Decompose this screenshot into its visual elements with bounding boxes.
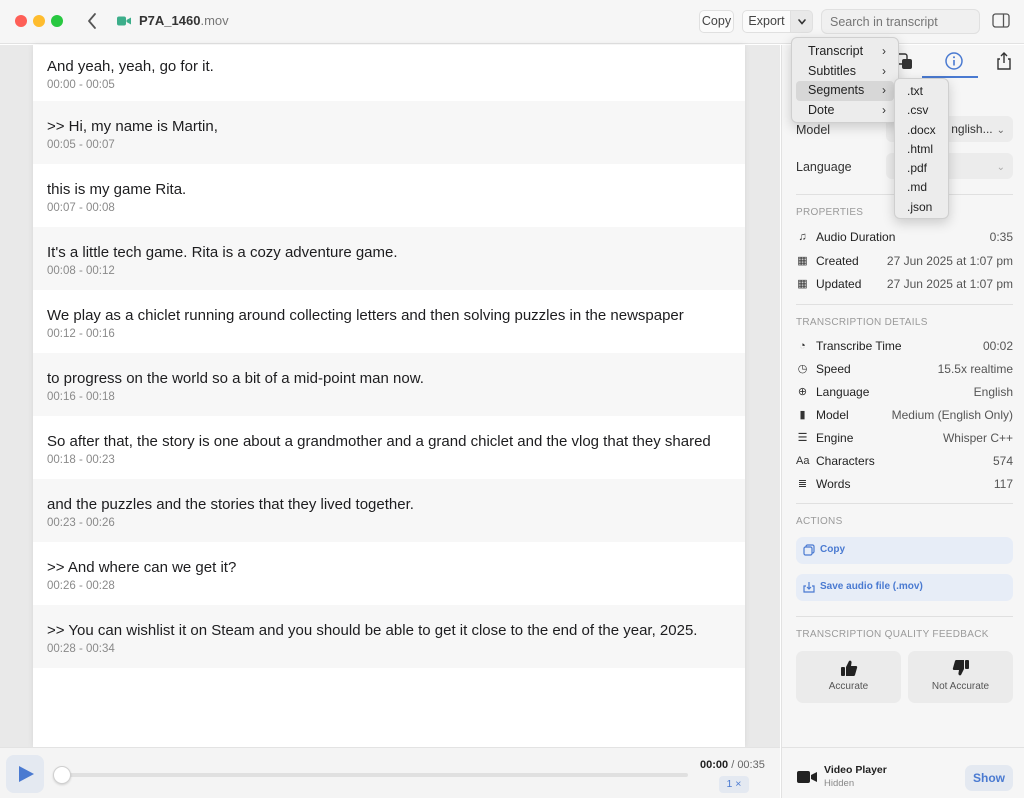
format-txt[interactable]: .txt bbox=[907, 84, 924, 98]
segment-item[interactable] bbox=[33, 353, 745, 416]
export-button[interactable]: Export bbox=[742, 10, 791, 33]
text-size-icon: Aa bbox=[796, 455, 810, 467]
property-label: Created bbox=[816, 254, 859, 268]
sidebar-toggle-icon[interactable] bbox=[992, 13, 1010, 28]
format-docx[interactable]: .docx bbox=[907, 122, 936, 137]
detail-row bbox=[796, 361, 1013, 379]
speedometer-icon: ◷ bbox=[797, 363, 808, 375]
accurate-label: Accurate bbox=[828, 681, 869, 692]
detail-label: Transcribe Time bbox=[816, 339, 902, 353]
segment-item[interactable] bbox=[33, 101, 745, 164]
segment-item[interactable] bbox=[33, 164, 745, 227]
segment-time: 00:00 - 00:05 bbox=[47, 79, 115, 91]
chevron-down-icon: ⌄ bbox=[996, 162, 1005, 173]
model-select-value: nglish... bbox=[951, 122, 993, 136]
thumbs-down-icon bbox=[952, 659, 970, 677]
accurate-feedback-button[interactable] bbox=[796, 651, 901, 703]
segment-item[interactable] bbox=[33, 227, 745, 290]
back-button[interactable] bbox=[84, 11, 100, 31]
not-accurate-feedback-button[interactable] bbox=[908, 651, 1013, 703]
segment-time: 00:08 - 00:12 bbox=[47, 265, 115, 277]
video-player-bar bbox=[782, 747, 1024, 798]
export-dropdown-button[interactable] bbox=[790, 10, 813, 33]
minimize-window-button[interactable] bbox=[33, 15, 45, 27]
actions-title: ACTIONS bbox=[796, 516, 843, 527]
property-value: 0:35 bbox=[989, 230, 1013, 244]
segment-text: >> Hi, my name is Martin, bbox=[47, 118, 218, 135]
detail-value: 117 bbox=[993, 477, 1013, 491]
progress-knob[interactable] bbox=[53, 766, 71, 784]
segment-time: 00:28 - 00:34 bbox=[47, 643, 115, 655]
property-row bbox=[796, 253, 1013, 271]
thumbs-up-icon bbox=[840, 659, 858, 677]
detail-row bbox=[796, 407, 1013, 425]
total-time: 00:35 bbox=[737, 759, 765, 771]
property-label: Updated bbox=[816, 277, 862, 291]
detail-label: Language bbox=[816, 385, 870, 399]
segment-text: It's a little tech game. Rita is a cozy adventure game. bbox=[47, 244, 398, 261]
export-menu bbox=[791, 37, 899, 123]
segment-item[interactable] bbox=[33, 542, 745, 605]
menu-item-label: Transcript bbox=[808, 44, 864, 58]
calendar-icon: ▦ bbox=[797, 278, 808, 290]
copy-action-button[interactable] bbox=[796, 537, 1013, 564]
property-value: 27 Jun 2025 at 1:07 pm bbox=[886, 277, 1013, 291]
segment-item[interactable] bbox=[33, 605, 745, 668]
detail-value: 15.5x realtime bbox=[937, 362, 1013, 376]
time-readout bbox=[700, 759, 765, 771]
progress-track[interactable] bbox=[58, 773, 688, 777]
segment-time: 00:12 - 00:16 bbox=[47, 328, 115, 340]
save-audio-label: Save audio file (.mov) bbox=[820, 581, 923, 592]
chevron-down-icon bbox=[797, 18, 807, 26]
not-accurate-label: Not Accurate bbox=[931, 681, 990, 692]
chevron-down-icon: ⌄ bbox=[996, 125, 1005, 136]
menu-item-label: Segments bbox=[808, 83, 865, 97]
segment-time: 00:18 - 00:23 bbox=[47, 454, 115, 466]
segments-format-menu bbox=[894, 78, 949, 219]
format-pdf[interactable]: .pdf bbox=[907, 161, 928, 176]
detail-value: English bbox=[973, 385, 1013, 399]
engine-icon: ☰ bbox=[797, 432, 808, 444]
format-html[interactable]: .html bbox=[907, 141, 934, 156]
format-json[interactable]: .json bbox=[907, 199, 933, 214]
copy-action-label: Copy bbox=[820, 544, 845, 555]
audio-file-icon: ♫ bbox=[798, 231, 807, 243]
detail-value: Medium (English Only) bbox=[891, 408, 1013, 422]
copy-button[interactable]: Copy bbox=[699, 10, 734, 33]
details-title: TRANSCRIPTION DETAILS bbox=[796, 317, 928, 328]
menu-item-dote[interactable] bbox=[796, 101, 894, 121]
globe-icon: ⊕ bbox=[797, 386, 808, 398]
detail-label: Speed bbox=[816, 362, 851, 376]
text-lines-icon: ≣ bbox=[797, 478, 808, 490]
file-name: P7A_1460.mov bbox=[139, 13, 229, 28]
detail-value: 574 bbox=[992, 454, 1013, 468]
copy-icon bbox=[803, 544, 815, 556]
model-label: Model bbox=[796, 123, 831, 137]
detail-label: Model bbox=[816, 408, 849, 422]
search-input[interactable] bbox=[821, 9, 980, 34]
transcript-list bbox=[33, 45, 745, 747]
segment-text: So after that, the story is one about a grandmother and a grand chiclet and the vlog that they shared bbox=[47, 433, 711, 450]
video-player-title: Video Player bbox=[824, 764, 887, 776]
chevron-right-icon: › bbox=[882, 83, 886, 97]
segment-text: >> You can wishlist it on Steam and you should be able to get it close to the end of the year, 2025. bbox=[47, 622, 698, 639]
transcript-area bbox=[0, 45, 780, 747]
segment-time: 00:23 - 00:26 bbox=[47, 517, 115, 529]
menu-item-subtitles[interactable] bbox=[796, 62, 894, 82]
video-file-icon bbox=[117, 15, 131, 27]
detail-label: Engine bbox=[816, 431, 854, 445]
file-extension: .mov bbox=[200, 13, 229, 28]
zoom-window-button[interactable] bbox=[51, 15, 63, 27]
detail-label: Characters bbox=[816, 454, 875, 468]
detail-value: 00:02 bbox=[982, 339, 1013, 353]
detail-row bbox=[796, 384, 1013, 402]
properties-title: PROPERTIES bbox=[796, 207, 864, 218]
segment-text: We play as a chiclet running around collecting letters and then solving puzzles in the newspaper bbox=[47, 307, 684, 324]
detail-label: Words bbox=[816, 477, 851, 491]
chevron-right-icon: › bbox=[882, 102, 886, 117]
play-icon bbox=[17, 765, 35, 783]
menu-item-label: Dote bbox=[808, 102, 835, 117]
property-label: Audio Duration bbox=[816, 230, 896, 244]
video-camera-icon bbox=[797, 770, 817, 784]
divider bbox=[796, 616, 1013, 617]
segment-text: this is my game Rita. bbox=[47, 181, 187, 198]
property-row bbox=[796, 276, 1013, 294]
segment-text: and the puzzles and the stories that they lived together. bbox=[47, 496, 414, 513]
format-md[interactable]: .md bbox=[907, 180, 928, 195]
menu-item-transcript[interactable] bbox=[796, 42, 894, 62]
segment-item[interactable] bbox=[33, 416, 745, 479]
divider bbox=[796, 503, 1013, 504]
menu-item-segments[interactable] bbox=[796, 81, 894, 101]
segment-time: 00:26 - 00:28 bbox=[47, 580, 115, 592]
chevron-left-icon bbox=[84, 11, 100, 31]
detail-row bbox=[796, 430, 1013, 448]
chevron-right-icon: › bbox=[882, 44, 886, 58]
segment-text: And yeah, yeah, go for it. bbox=[47, 58, 214, 75]
segment-text: >> And where can we get it? bbox=[47, 559, 237, 576]
download-icon bbox=[803, 581, 815, 593]
property-value: 27 Jun 2025 at 1:07 pm bbox=[886, 254, 1013, 268]
playback-speed-button[interactable]: 1 × bbox=[719, 776, 749, 793]
clock-icon: ◔ bbox=[799, 340, 806, 352]
language-label: Language bbox=[796, 160, 852, 174]
save-audio-button[interactable] bbox=[796, 574, 1013, 601]
current-time: 00:00 bbox=[700, 759, 729, 771]
play-button[interactable] bbox=[6, 755, 44, 793]
detail-row bbox=[796, 476, 1013, 494]
feedback-title: TRANSCRIPTION QUALITY FEEDBACK bbox=[796, 629, 989, 640]
video-player-status: Hidden bbox=[824, 778, 855, 789]
close-window-button[interactable] bbox=[15, 15, 27, 27]
segment-item[interactable] bbox=[33, 45, 745, 101]
segment-time: 00:16 - 00:18 bbox=[47, 391, 115, 403]
segment-time: 00:05 - 00:07 bbox=[47, 139, 115, 151]
format-csv[interactable]: .csv bbox=[907, 103, 929, 118]
menu-item-label: Subtitles bbox=[808, 63, 856, 78]
share-icon[interactable] bbox=[994, 51, 1014, 71]
time-separator: / bbox=[728, 759, 738, 771]
segment-item[interactable] bbox=[33, 479, 745, 542]
segment-item[interactable] bbox=[33, 290, 745, 353]
divider bbox=[796, 304, 1013, 305]
audio-player bbox=[0, 747, 780, 798]
segment-text: to progress on the world so a bit of a mid-point man now. bbox=[47, 370, 424, 387]
segment-time: 00:07 - 00:08 bbox=[47, 202, 115, 214]
calendar-icon: ▦ bbox=[797, 255, 808, 267]
info-icon[interactable] bbox=[944, 51, 964, 71]
property-row bbox=[796, 229, 1013, 247]
model-icon: ▮ bbox=[799, 409, 806, 421]
detail-row bbox=[796, 453, 1013, 471]
chevron-right-icon: › bbox=[882, 63, 886, 78]
show-video-button[interactable]: Show bbox=[965, 765, 1013, 791]
detail-row bbox=[796, 338, 1013, 356]
detail-value: Whisper C++ bbox=[942, 431, 1013, 445]
